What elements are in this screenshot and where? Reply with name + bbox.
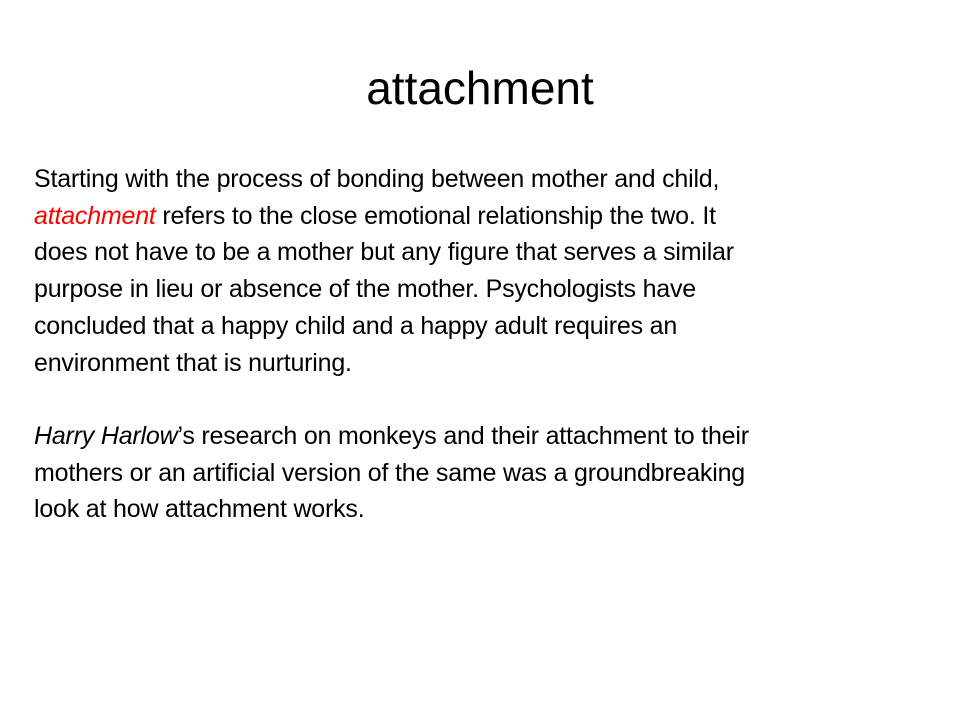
body-line: purpose in lieu or absence of the mother. Psychologists have (34, 275, 697, 304)
body-line (34, 418, 914, 455)
paragraph-harlow-research (34, 418, 914, 528)
body-line: concluded that a happy child and a happy adult requires an (34, 311, 678, 340)
body-line-rest: refers to the close emotional relationship the two. It (155, 201, 716, 230)
harry-harlow-name: Harry Harlow (34, 421, 178, 450)
paragraph-gap (34, 381, 914, 418)
slide-title: attachment (366, 62, 594, 114)
body-line: mothers or an artificial version of the same was a groundbreaking (34, 458, 745, 487)
slide-body (34, 161, 914, 528)
body-line: Starting with the process of bonding between mother and child, (34, 165, 720, 193)
paragraph-attachment-definition (34, 161, 914, 381)
body-line: does not have to be a mother but any figure that serves a similar (34, 238, 734, 267)
body-line: environment that is nurturing. (34, 348, 352, 377)
attachment-term: attachment (34, 201, 156, 230)
body-line-rest: ’s research on monkeys and their attachment to their (177, 421, 749, 450)
body-line (34, 198, 914, 235)
body-line: look at how attachment works. (34, 495, 365, 524)
